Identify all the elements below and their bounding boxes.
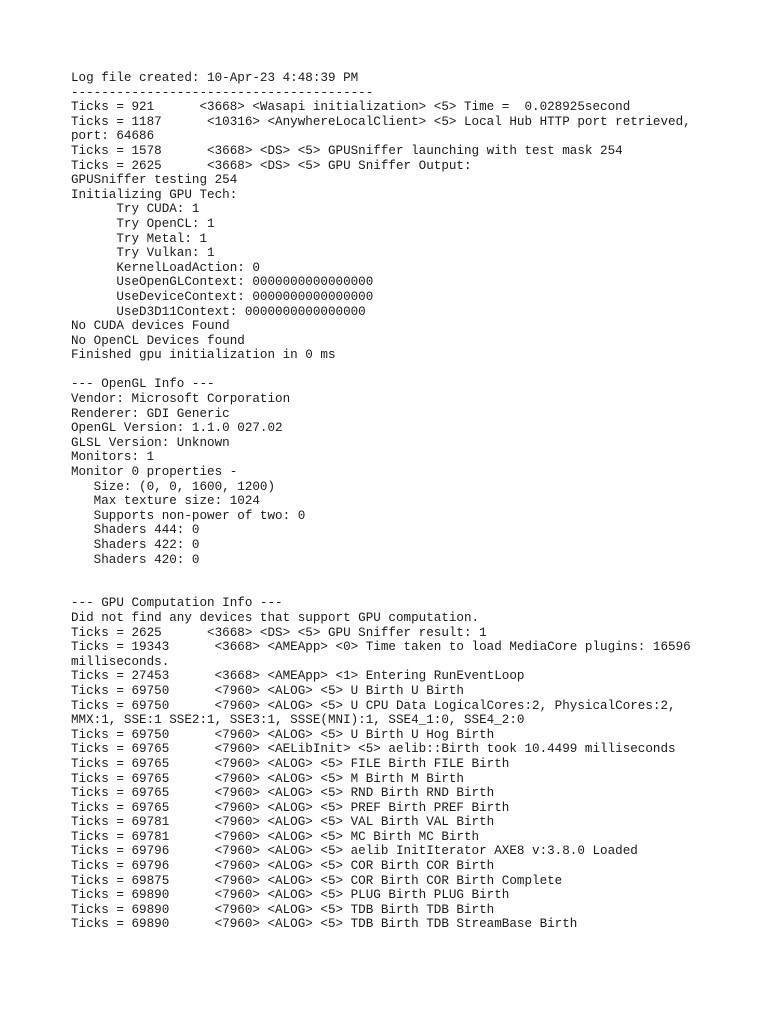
log-line: GLSL Version: Unknown xyxy=(71,435,230,450)
log-line: Ticks = 69765 <7960> <AELibInit> <5> aelib::Birth took 10.4499 milliseconds xyxy=(71,742,676,757)
log-line: No CUDA devices Found xyxy=(71,319,230,334)
log-line: GPUSniffer testing 254 xyxy=(71,173,238,188)
log-line: Ticks = 19343 <3668> <AMEApp> <0> Time taken to load MediaCore plugins: 16596 xyxy=(71,640,691,655)
log-line: Ticks = 69750 <7960> <ALOG> <5> U CPU Data LogicalCores:2, PhysicalCores:2, xyxy=(71,698,676,713)
log-document xyxy=(71,71,751,932)
log-line: Shaders 422: 0 xyxy=(71,538,200,552)
log-line: Ticks = 2625 <3668> <DS> <5> GPU Sniffer Output: xyxy=(71,158,472,173)
log-line xyxy=(71,363,751,378)
log-line: Ticks = 1187 <10316> <AnywhereLocalClient> <5> Local Hub HTTP port retrieved, xyxy=(71,114,691,129)
log-line: Ticks = 69890 <7960> <ALOG> <5> TDB Birth TDB Birth xyxy=(71,902,495,917)
log-line: Renderer: GDI Generic xyxy=(71,406,230,421)
log-line: Vendor: Microsoft Corporation xyxy=(71,392,291,407)
log-line: --- OpenGL Info --- xyxy=(71,377,215,392)
log-line: Shaders 444: 0 xyxy=(71,523,200,538)
log-line: Ticks = 69750 <7960> <ALOG> <5> U Birth U Hog Birth xyxy=(71,727,495,742)
log-line: --- GPU Computation Info --- xyxy=(71,596,283,611)
log-line: Size: (0, 0, 1600, 1200) xyxy=(71,479,276,494)
log-line: MMX:1, SSE:1 SSE2:1, SSE3:1, SSSE(MNI):1, SSE4_1:0, SSE4_2:0 xyxy=(71,713,525,728)
log-line: Ticks = 1578 <3668> <DS> <5> GPUSniffer launching with test mask 254 xyxy=(71,143,623,158)
log-line: Ticks = 69765 <7960> <ALOG> <5> FILE Birth FILE Birth xyxy=(71,756,510,771)
log-line: Ticks = 69890 <7960> <ALOG> <5> TDB Birth TDB StreamBase Birth xyxy=(71,917,578,932)
log-line: No OpenCL Devices found xyxy=(71,333,245,348)
log-line: Did not find any devices that support GPU computation. xyxy=(71,610,480,625)
log-line: UseOpenGLContext: 0000000000000000 xyxy=(71,275,374,290)
log-line: Finished gpu initialization in 0 ms xyxy=(71,348,336,363)
log-line: Ticks = 69765 <7960> <ALOG> <5> RND Birth RND Birth xyxy=(71,786,495,801)
log-line: Ticks = 69796 <7960> <ALOG> <5> aelib InitIterator AXE8 v:3.8.0 Loaded xyxy=(71,844,638,859)
log-line: Ticks = 69765 <7960> <ALOG> <5> M Birth M Birth xyxy=(71,771,464,786)
log-line: Ticks = 69781 <7960> <ALOG> <5> MC Birth MC Birth xyxy=(71,829,480,844)
log-line: Log file created: 10-Apr-23 4:48:39 PM xyxy=(71,71,359,85)
log-line: Ticks = 921 <3668> <Wasapi initialization> <5> Time = 0.028925second xyxy=(71,100,631,115)
log-line: Ticks = 69796 <7960> <ALOG> <5> COR Birth COR Birth xyxy=(71,859,495,874)
log-line xyxy=(71,582,751,597)
log-line: UseD3D11Context: 0000000000000000 xyxy=(71,304,366,319)
log-line: Supports non-power of two: 0 xyxy=(71,508,306,523)
log-line: Ticks = 69875 <7960> <ALOG> <5> COR Birth COR Birth Complete xyxy=(71,873,563,888)
log-line: ---------------------------------------- xyxy=(71,85,374,100)
log-line: Initializing GPU Tech: xyxy=(71,187,238,202)
log-line: Try Vulkan: 1 xyxy=(71,246,215,261)
log-line: Ticks = 69765 <7960> <ALOG> <5> PREF Birth PREF Birth xyxy=(71,800,510,815)
log-line: Shaders 420: 0 xyxy=(71,552,200,567)
log-line: Try CUDA: 1 xyxy=(71,202,200,217)
log-line: Ticks = 2625 <3668> <DS> <5> GPU Sniffer result: 1 xyxy=(71,625,487,640)
log-line: Ticks = 69781 <7960> <ALOG> <5> VAL Birth VAL Birth xyxy=(71,815,495,830)
log-line: OpenGL Version: 1.1.0 027.02 xyxy=(71,421,283,436)
log-line: milliseconds. xyxy=(71,654,170,669)
log-line: KernelLoadAction: 0 xyxy=(71,260,260,275)
log-line: Ticks = 69890 <7960> <ALOG> <5> PLUG Birth PLUG Birth xyxy=(71,888,510,903)
log-line: Max texture size: 1024 xyxy=(71,494,260,509)
log-line: Try Metal: 1 xyxy=(71,231,208,246)
log-line: Ticks = 69750 <7960> <ALOG> <5> U Birth U Birth xyxy=(71,683,464,698)
log-line xyxy=(71,567,751,582)
log-line: UseDeviceContext: 0000000000000000 xyxy=(71,289,374,304)
log-line: Monitor 0 properties - xyxy=(71,465,238,480)
log-line: Monitors: 1 xyxy=(71,450,155,465)
log-line: Try OpenCL: 1 xyxy=(71,216,215,231)
log-line: Ticks = 27453 <3668> <AMEApp> <1> Entering RunEventLoop xyxy=(71,669,525,684)
log-line: port: 64686 xyxy=(71,129,155,144)
